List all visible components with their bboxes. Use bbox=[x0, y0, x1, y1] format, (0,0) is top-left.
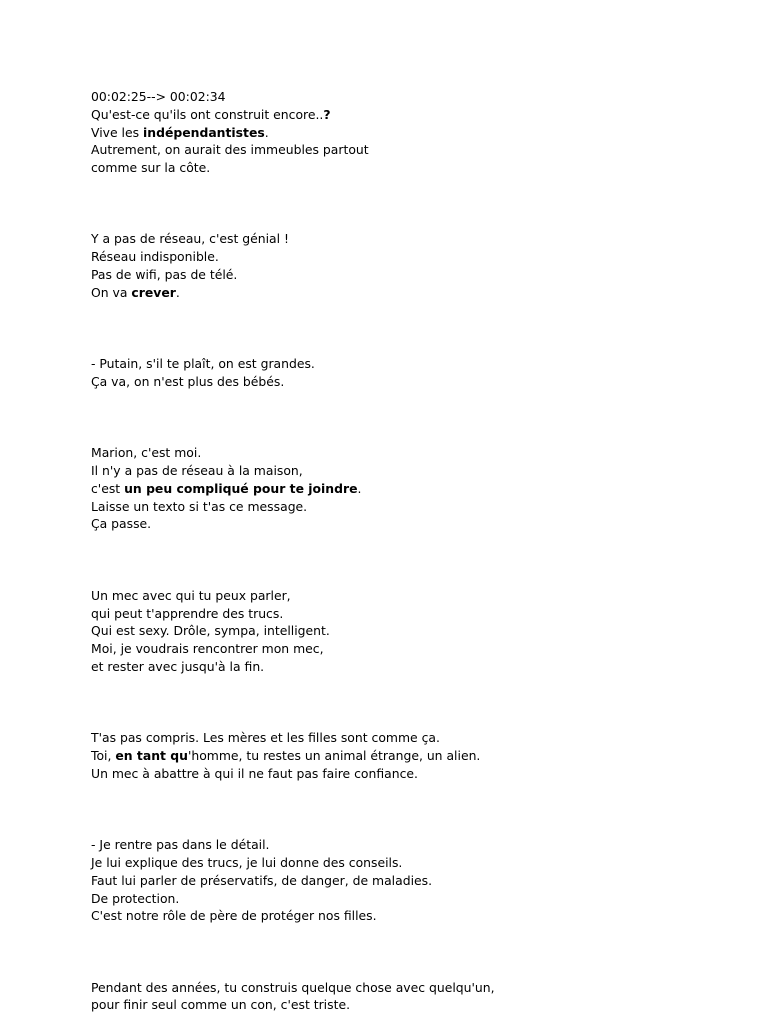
text-segment: Vive les bbox=[91, 124, 144, 140]
subtitle-block bbox=[91, 355, 731, 391]
subtitle-block bbox=[91, 729, 731, 782]
subtitle-line bbox=[91, 266, 731, 284]
text-segment: 'homme, tu restes un animal étrange, un alien. bbox=[187, 748, 481, 764]
subtitle-line bbox=[91, 872, 731, 890]
text-segment: Ça va, on n'est plus des bébés. bbox=[91, 373, 285, 389]
text-segment: Un mec à abattre à qui il ne faut pas faire confiance. bbox=[91, 765, 418, 781]
subtitle-line bbox=[91, 515, 731, 533]
subtitle-line bbox=[91, 373, 731, 391]
subtitle-block bbox=[91, 230, 731, 301]
subtitle-line bbox=[91, 605, 731, 623]
text-segment: Y a pas de réseau, c'est génial ! bbox=[91, 231, 289, 247]
text-segment: Il n'y a pas de réseau à la maison, bbox=[91, 463, 303, 479]
subtitle-line bbox=[91, 230, 731, 248]
subtitle-line bbox=[91, 444, 731, 462]
text-segment: Toi, bbox=[91, 748, 116, 764]
text-segment: Ça passe. bbox=[91, 516, 152, 532]
subtitle-line bbox=[91, 729, 731, 747]
text-segment: Pas de wifi, pas de télé. bbox=[91, 267, 238, 283]
text-segment: Marion, c'est moi. bbox=[91, 445, 202, 461]
bold-text: crever bbox=[131, 284, 176, 300]
text-segment: pour finir seul comme un con, c'est triste. bbox=[91, 997, 351, 1013]
text-segment: C'est notre rôle de père de protéger nos filles. bbox=[91, 908, 377, 924]
subtitle-line bbox=[91, 462, 731, 480]
text-segment: Laisse un texto si t'as ce message. bbox=[91, 498, 308, 514]
text-segment: - Putain, s'il te plaît, on est grandes. bbox=[91, 356, 315, 372]
text-segment: et rester avec jusqu'à la fin. bbox=[91, 658, 265, 674]
text-segment: 00:02:25--> 00:02:34 bbox=[91, 89, 226, 104]
subtitle-line bbox=[91, 765, 731, 783]
text-segment: T'as pas compris. Les mères et les filles sont comme ça. bbox=[91, 730, 440, 746]
subtitle-line bbox=[91, 498, 731, 516]
subtitle-block bbox=[91, 979, 731, 1015]
bold-text: ? bbox=[323, 106, 331, 122]
text-segment: c'est bbox=[91, 480, 125, 496]
text-segment: Réseau indisponible. bbox=[91, 249, 219, 265]
text-segment: qui peut t'apprendre des trucs. bbox=[91, 605, 284, 621]
subtitle-line bbox=[91, 747, 731, 765]
subtitle-block bbox=[91, 587, 731, 676]
text-segment: De protection. bbox=[91, 890, 180, 906]
subtitle-line bbox=[91, 836, 731, 854]
subtitle-line bbox=[91, 890, 731, 908]
subtitle-line bbox=[91, 854, 731, 872]
subtitle-line bbox=[91, 248, 731, 266]
text-segment: - Je rentre pas dans le détail. bbox=[91, 837, 270, 853]
subtitle-line bbox=[91, 159, 731, 177]
subtitle-line bbox=[91, 658, 731, 676]
subtitle-line bbox=[91, 284, 731, 302]
bold-text: un peu compliqué pour te joindre bbox=[124, 480, 358, 496]
text-segment: . bbox=[357, 480, 362, 496]
subtitle-block bbox=[91, 444, 731, 533]
bold-text: indépendantistes bbox=[143, 124, 265, 140]
text-segment: Moi, je voudrais rencontrer mon mec, bbox=[91, 641, 324, 657]
text-segment: Qu'est-ce qu'ils ont construit encore.. bbox=[91, 106, 324, 122]
text-segment: . bbox=[175, 284, 180, 300]
subtitle-line bbox=[91, 141, 731, 159]
subtitle-line bbox=[91, 88, 731, 106]
bold-text: en tant qu bbox=[115, 748, 188, 764]
subtitle-line bbox=[91, 587, 731, 605]
subtitle-line bbox=[91, 979, 731, 997]
text-segment: Autrement, on aurait des immeubles partout bbox=[91, 142, 369, 158]
subtitle-line bbox=[91, 124, 731, 142]
subtitle-document bbox=[91, 88, 731, 1014]
text-segment: Je lui explique des trucs, je lui donne des conseils. bbox=[91, 854, 403, 870]
subtitle-line bbox=[91, 907, 731, 925]
subtitle-line bbox=[91, 106, 731, 124]
text-segment: Pendant des années, tu construis quelque chose avec quelqu'un, bbox=[91, 979, 495, 995]
subtitle-block bbox=[91, 88, 731, 177]
subtitle-block bbox=[91, 836, 731, 925]
subtitle-line bbox=[91, 640, 731, 658]
subtitle-line bbox=[91, 480, 731, 498]
text-segment: On va bbox=[91, 284, 132, 300]
subtitle-line bbox=[91, 622, 731, 640]
text-segment: Qui est sexy. Drôle, sympa, intelligent. bbox=[91, 623, 330, 639]
text-segment: . bbox=[264, 124, 269, 140]
subtitle-line bbox=[91, 996, 731, 1014]
subtitle-line bbox=[91, 355, 731, 373]
text-segment: Un mec avec qui tu peux parler, bbox=[91, 587, 291, 603]
text-segment: Faut lui parler de préservatifs, de danger, de maladies. bbox=[91, 872, 433, 888]
text-segment: comme sur la côte. bbox=[91, 160, 211, 176]
